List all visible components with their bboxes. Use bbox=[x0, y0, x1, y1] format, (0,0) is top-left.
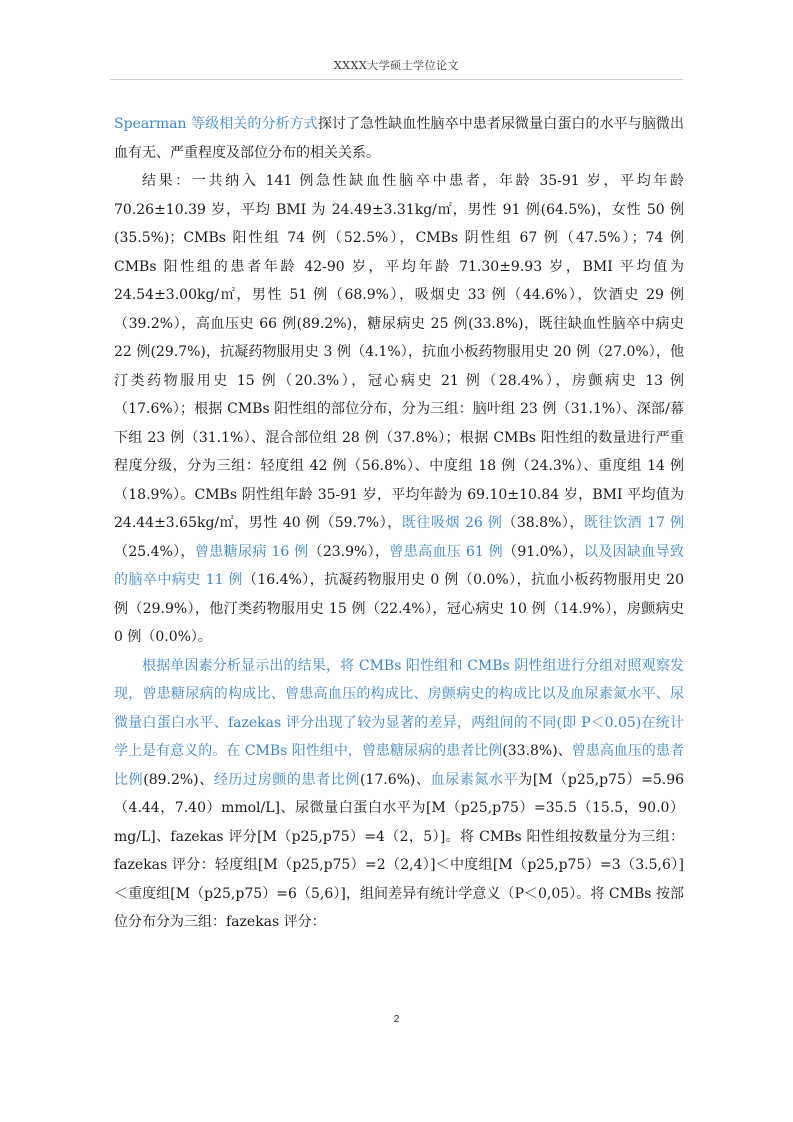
text-run: 结果：一共纳入 141 例急性缺血性脑卒中患者，年龄 35-91 岁，平均年龄 70.26±10.39 岁，平均 BMI 为 24.49±3.31kg/㎡，男性 91 例(64.5%)，女性 50 例(35.5%)；CMBs 阳性组 74 例（52.5%），CMBs 阴性组 67 例（47.5%）；74 例 CMBs 阳性组的患者年龄 42-90 岁，平均年龄 71.30±9.93 岁，BMI 平均值为 24.54±3.00kg/㎡，男性 51 例（68.9%），吸烟史 33 例（44.6%），饮酒史 29 例（39.2%），高血压史 66 例(89.2%)，糖尿病史 25 例(33.8%)，既往缺血性脑卒中病史 22 例(29.7%)，抗凝药物服用史 3 例（4.1%），抗血小板药物服用史 20 例（27.0%），他汀类药物服用史 15 例（20.3%），冠心病史 21 例（28.4%），房颤病史 13 例（17.6%）；根据 CMBs 阳性组的部位分布，分为三组：脑叶组 23 例（31.1%）、深部/幕下组 23 例（31.1%）、混合部位组 28 例（37.8%）；根据 CMBs 阳性组的数量进行严重程度分级，分为三组：轻度组 42 例（56.8%）、中度组 18 例（24.3%）、重度组 14 例（18.9%）。CMBs 阴性组年龄 35-91 岁，平均年龄为 69.10±10.84 岁，BMI 平均值为 24.44±3.65kg/㎡，男性 40 例（59.7%）， bbox=[114, 173, 684, 531]
text-run: (89.2%)、 bbox=[143, 771, 214, 788]
text-run: (17.6%)、 bbox=[359, 771, 431, 788]
highlight-smoking: 既往吸烟 26 例 bbox=[401, 515, 503, 531]
highlight-univariate: 根据单因素分析显示出的结果，将 CMBs 阳性组和 CMBs 阴性组进行分组对照观察发现，曾患糖尿病的构成比、曾患高血压的构成比、房颤病史的构成比以及血尿素氮水平、尿微量白蛋白水平、fazekas 评分出现了较为显著的差异，两组间的不同(即 P＜0.05)在统计学上是有意义的。在 CMBs 阳性组中，曾患糖尿病的患者比例 bbox=[114, 657, 684, 759]
text-run: （23.9%）， bbox=[308, 543, 390, 560]
paragraph-results bbox=[114, 167, 684, 652]
highlight-diabetes: 曾患糖尿病 16 例 bbox=[194, 543, 309, 560]
text-run: 探讨了急性缺血性脑卒中患者尿微量白蛋白的水平与脑微出血有无、严重程度及部位分布的相关关系。 bbox=[114, 116, 685, 161]
body-text bbox=[114, 110, 684, 937]
header-divider bbox=[110, 79, 683, 80]
text-run: 为[M（p25,p75）=5.96（4.44，7.40）mmol/L]、尿微量白蛋白水平为[M（p25,p75）=35.5（15.5，90.0）mg/L]、fazekas 评分[M（p25,p75）=4（2，5）]。将 CMBs 阳性组按数量分为三组：fazekas 评分：轻度组[M（p25,p75）=2（2,4）]＜中度组[M（p25,p75）=3（3.5,6）]＜重度组[M（p25,p75）=6（5,6）]，组间差异有统计学意义（P＜0,05）。将 CMBs 按部位分布分为三组：fazekas 评分： bbox=[114, 771, 685, 930]
highlight-af-ratio: 经历过房颤的患者比例 bbox=[213, 771, 360, 788]
text-run: （91.0%）， bbox=[502, 543, 584, 560]
highlight-drinking: 既往饮酒 17 例 bbox=[584, 515, 684, 531]
highlight-hypertension-ratio: 曾患高血压的患者比例 bbox=[114, 743, 684, 788]
highlight-spearman: Spearman 等级相关的分析方式 bbox=[114, 116, 318, 132]
highlight-bun: 血尿素氮水平 bbox=[430, 771, 519, 788]
highlight-hypertension: 曾患高血压 61 例 bbox=[389, 543, 503, 560]
text-run: （16.4%），抗凝药物服用史 0 例（0.0%），抗血小板药物服用史 20 例（29.9%），他汀类药物服用史 15 例（22.4%），冠心病史 10 例（14.9%），房颤病史 0 例（0.0%）。 bbox=[114, 572, 684, 645]
paragraph-methods-end bbox=[114, 110, 684, 167]
highlight-stroke-history: 以及因缺血导致的脑卒中病史 11 例 bbox=[114, 543, 685, 588]
page-number: 2 bbox=[393, 1014, 400, 1025]
text-run: （38.8%）， bbox=[502, 515, 585, 531]
text-run: （25.4%）， bbox=[114, 543, 195, 560]
paragraph-univariate bbox=[114, 652, 684, 937]
running-header: XXXX大学硕士学位论文 bbox=[333, 59, 460, 72]
text-run: (33.8%)、 bbox=[502, 743, 572, 759]
